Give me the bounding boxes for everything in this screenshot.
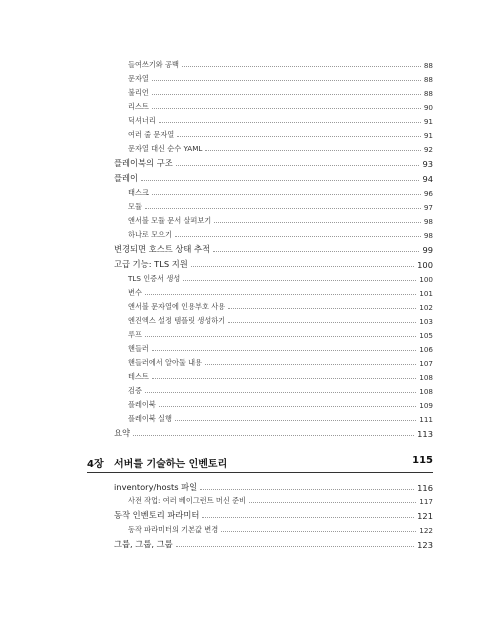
toc-entry[interactable] <box>128 142 433 154</box>
toc-entry[interactable] <box>128 412 433 424</box>
toc-entry-page: 91 <box>423 131 433 140</box>
dot-leader <box>159 406 417 407</box>
dot-leader <box>159 122 421 123</box>
toc-entry-label: 리스트 <box>128 102 149 111</box>
toc-entry-page: 103 <box>419 317 433 326</box>
toc-entry-label: 변경되면 호스트 상태 추적 <box>114 244 211 254</box>
toc-entry-page: 105 <box>419 331 433 340</box>
toc-entry-label: 문자열 <box>128 74 149 83</box>
dot-leader <box>141 180 419 181</box>
toc-entry-label: 핸들러 <box>128 344 149 353</box>
chapter-title[interactable]: 서버를 기술하는 인벤토리 <box>114 459 228 470</box>
dot-leader <box>176 546 415 547</box>
toc-entry[interactable] <box>128 342 433 354</box>
toc-entry[interactable] <box>128 228 433 240</box>
toc-entry-label: 플레이북 <box>128 400 156 409</box>
dot-leader <box>133 435 414 436</box>
dot-leader <box>183 280 416 281</box>
toc-entry-page: 90 <box>423 103 433 112</box>
toc-entry[interactable] <box>114 480 433 493</box>
toc-entry[interactable] <box>114 508 433 521</box>
toc-entry-label: 그룹, 그룹, 그룹 <box>114 539 173 549</box>
toc-entry[interactable] <box>128 214 433 226</box>
toc-entry[interactable] <box>128 114 433 126</box>
toc-entry-page: 117 <box>419 497 433 506</box>
toc-entry-page: 121 <box>417 511 433 521</box>
toc-entry-label: 사전 작업: 여러 베이그런트 머신 준비 <box>128 496 246 505</box>
dot-leader <box>145 208 421 209</box>
toc-entry-page: 113 <box>417 429 433 439</box>
toc-entry-page: 122 <box>419 526 433 535</box>
toc-entry-page: 98 <box>423 231 433 240</box>
toc-entry-label: TLS 인증서 생성 <box>128 274 181 283</box>
toc-entry-label: 들여쓰기와 공백 <box>128 60 179 69</box>
toc-entry-page: 123 <box>417 540 433 550</box>
dot-leader <box>145 294 416 295</box>
toc-entry[interactable] <box>128 494 433 506</box>
toc-entry-page: 88 <box>423 89 433 98</box>
dot-leader <box>175 420 416 421</box>
toc-entry-label: 플레이 <box>114 173 139 183</box>
toc-entry-page: 109 <box>419 401 433 410</box>
toc-entry-page: 108 <box>419 373 433 382</box>
toc-entry[interactable] <box>128 272 433 284</box>
toc-entry-page: 96 <box>423 189 433 198</box>
toc-entry[interactable] <box>128 200 433 212</box>
dot-leader <box>176 165 420 166</box>
dot-leader <box>228 308 416 309</box>
toc-entry-label: 변수 <box>128 288 142 297</box>
dot-leader <box>205 364 416 365</box>
toc-entry-label: 동작 인벤토리 파라미터 <box>114 510 200 520</box>
dot-leader <box>182 66 421 67</box>
toc-entry-label: 루프 <box>128 330 142 339</box>
toc-entry-page: 107 <box>419 359 433 368</box>
dot-leader <box>177 136 421 137</box>
toc-entry-page: 98 <box>423 217 433 226</box>
toc-entry-page: 116 <box>417 483 433 493</box>
toc-entry[interactable] <box>128 523 433 535</box>
dot-leader <box>175 236 421 237</box>
toc-entry-page: 88 <box>423 61 433 70</box>
toc-entry[interactable] <box>128 384 433 396</box>
dot-leader <box>213 251 419 252</box>
dot-leader <box>152 194 421 195</box>
dot-leader <box>228 322 416 323</box>
toc-entry[interactable] <box>128 128 433 140</box>
toc-entry[interactable] <box>128 370 433 382</box>
toc-entry-label: 불리언 <box>128 88 149 97</box>
toc-entry-page: 93 <box>422 159 433 169</box>
toc-entry[interactable] <box>128 356 433 368</box>
toc-entry[interactable] <box>114 242 433 255</box>
toc-entry-label: 하나로 모으기 <box>128 230 172 239</box>
toc-entry[interactable] <box>128 300 433 312</box>
toc-entry[interactable] <box>128 398 433 410</box>
toc-entry-label: 엔진엑스 설정 템플릿 생성하기 <box>128 316 226 325</box>
toc-entry-label: 여러 줄 문자열 <box>128 130 175 139</box>
dot-leader <box>152 108 421 109</box>
toc-entry[interactable] <box>128 100 433 112</box>
toc-entry-label: 앤서블 문자열에 인용부호 사용 <box>128 302 226 311</box>
chapter-number: 4장 <box>87 459 104 470</box>
dot-leader <box>145 392 416 393</box>
toc-entry-label: 모듈 <box>128 202 142 211</box>
toc-entry[interactable] <box>114 257 433 270</box>
toc-entry-label: 플레이북 실행 <box>128 414 172 423</box>
toc-entry-page: 97 <box>423 203 433 212</box>
toc-entry[interactable] <box>128 86 433 98</box>
dot-leader <box>200 489 414 490</box>
dot-leader <box>214 222 421 223</box>
dot-leader <box>202 517 414 518</box>
toc-entry-page: 100 <box>417 260 433 270</box>
toc-entry[interactable] <box>128 286 433 298</box>
toc-entry-label: 문자열 대신 순수 YAML <box>128 144 203 153</box>
dot-leader <box>152 350 416 351</box>
dot-leader <box>152 94 421 95</box>
toc-entry[interactable] <box>128 314 433 326</box>
toc-entry[interactable] <box>114 537 433 550</box>
toc-entry-page: 111 <box>419 415 433 424</box>
toc-entry-label: 테스트 <box>128 372 149 381</box>
toc-entry-page: 94 <box>422 174 433 184</box>
dot-leader <box>191 266 414 267</box>
toc-entry-page: 101 <box>419 289 433 298</box>
dot-leader <box>152 378 416 379</box>
dot-leader <box>249 502 416 503</box>
chapter-page: 115 <box>412 455 433 466</box>
toc-entry-page: 91 <box>423 117 433 126</box>
toc-entry[interactable] <box>128 72 433 84</box>
toc-entry-label: 핸들러에서 알아둘 내용 <box>128 358 203 367</box>
toc-entry[interactable] <box>128 328 433 340</box>
toc-entry-page: 102 <box>419 303 433 312</box>
toc-entry[interactable] <box>114 156 433 169</box>
toc-entry-label: 앤서블 모듈 문서 살펴보기 <box>128 216 212 225</box>
toc-entry[interactable] <box>128 186 433 198</box>
dot-leader <box>145 336 416 337</box>
dot-leader <box>205 150 420 151</box>
toc-entry-page: 88 <box>423 75 433 84</box>
toc-entry-label: 플레이북의 구조 <box>114 158 173 168</box>
toc-entry-label: 딕셔너리 <box>128 116 156 125</box>
toc-entry-page: 106 <box>419 345 433 354</box>
toc-entry-label: inventory/hosts 파일 <box>114 482 198 492</box>
toc-entry[interactable] <box>114 426 433 439</box>
dot-leader <box>152 80 421 81</box>
toc-entry-label: 검증 <box>128 386 142 395</box>
toc-entry-page: 99 <box>422 245 433 255</box>
toc-entry-page: 108 <box>419 387 433 396</box>
toc-entry-page: 100 <box>419 275 433 284</box>
toc-entry[interactable] <box>128 58 433 70</box>
toc-entry-label: 태스크 <box>128 188 149 197</box>
toc-entry-label: 동작 파라미터의 기본값 변경 <box>128 525 219 534</box>
chapter-divider <box>87 472 433 473</box>
toc-entry[interactable] <box>114 171 433 184</box>
toc-entry-page: 92 <box>423 145 433 154</box>
toc-entry-label: 요약 <box>114 428 131 438</box>
dot-leader <box>221 531 416 532</box>
toc-entry-label: 고급 기능: TLS 지원 <box>114 259 188 269</box>
